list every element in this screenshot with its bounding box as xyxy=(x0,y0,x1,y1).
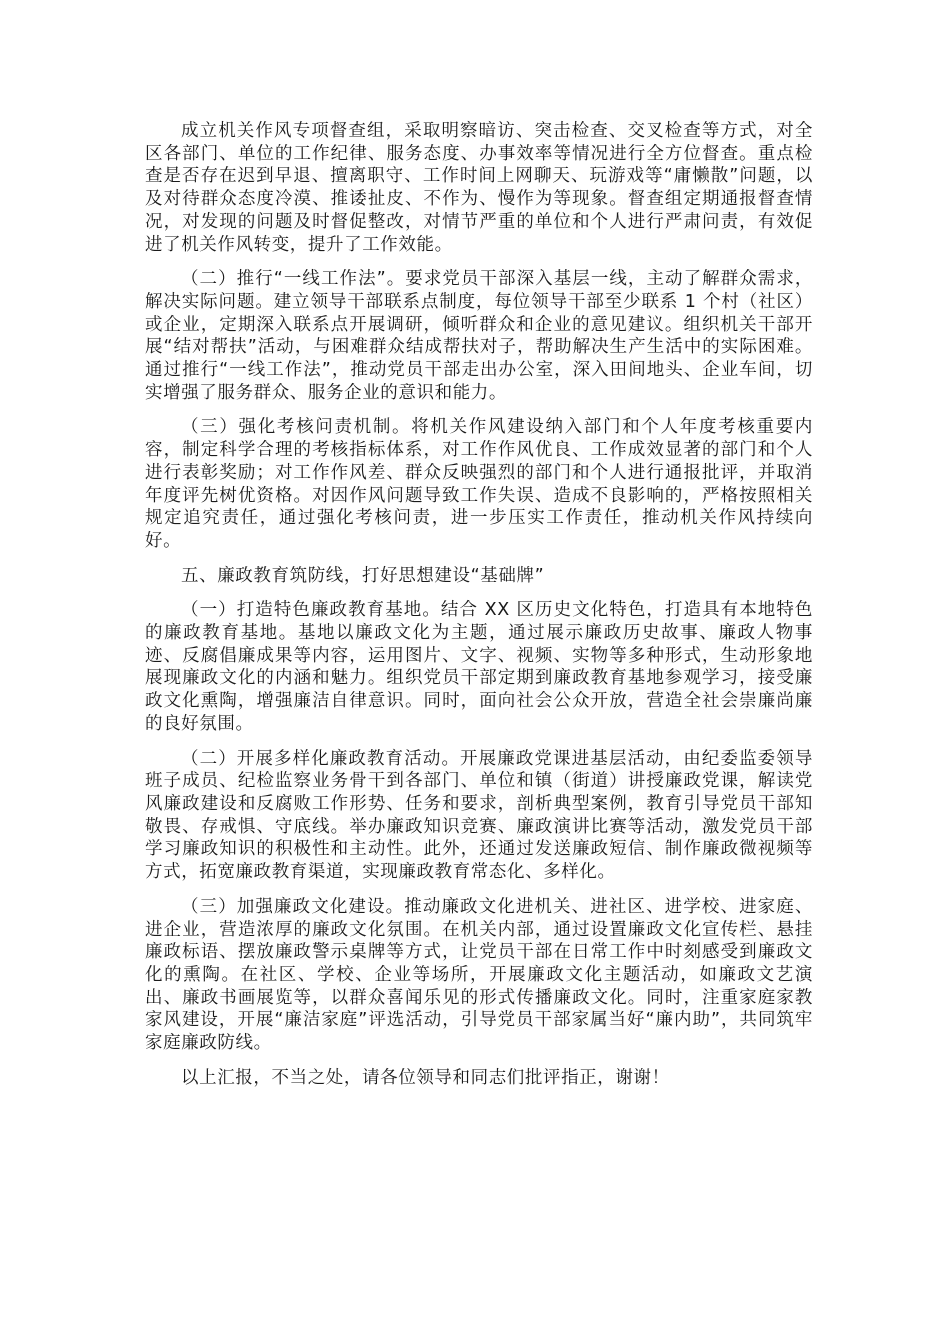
paragraph-integrity-culture: （三）加强廉政文化建设。推动廉政文化进机关、进社区、进学校、进家庭、进企业，营造浓厚的廉政文化氛围。在机关内部，通过设置廉政文化宣传栏、悬挂廉政标语、摆放廉政警示桌牌等方式，让党员干部在日常工作中时刻感受到廉政文化的熏陶。在社区、学校、企业等场所，开展廉政文化主题活动，如廉政文艺演出、廉政书画展览等，以群众喜闻乐见的形式传播廉政文化。同时，注重家庭家教家风建设，开展“廉洁家庭”评选活动，引导党员干部家属当好“廉内助”，共同筑牢家庭廉政防线。 xyxy=(145,896,813,1054)
paragraph-assessment-accountability: （三）强化考核问责机制。将机关作风建设纳入部门和个人年度考核重要内容，制定科学合理的考核指标体系，对工作作风优良、工作成效显著的部门和个人进行表彰奖励；对工作作风差、群众反映强烈的部门和个人进行通报批评，并取消年度评先树优资格。对因作风问题导致工作失误、造成不良影响的，严格按照相关规定追究责任，通过强化考核问责，进一步压实工作责任，推动机关作风持续向好。 xyxy=(145,417,813,551)
paragraph-closing-remarks: 以上汇报，不当之处，请各位领导和同志们批评指正，谢谢！ xyxy=(181,1067,670,1088)
paragraph-education-activities: （二）开展多样化廉政教育活动。开展廉政党课进基层活动，由纪委监委领导班子成员、纪检监察业务骨干到各部门、单位和镇（街道）讲授廉政党课，解读党风廉政建设和反腐败工作形势、任务和要求，剖析典型案例，教育引导党员干部知敬畏、存戒惧、守底线。举办廉政知识竞赛、廉政演讲比赛等活动，激发党员干部学习廉政知识的积极性和主动性。此外，还通过发送廉政短信、制作廉政微视频等方式，拓宽廉政教育渠道，实现廉政教育常态化、多样化。 xyxy=(145,748,813,883)
paragraph-frontline-method: （二）推行“一线工作法”。要求党员干部深入基层一线，主动了解群众需求，解决实际问题。建立领导干部联系点制度，每位领导干部至少联系 1 个村（社区）或企业，定期深入联系点开展调研，倾听群众和企业的意见建议。组织机关干部开展“结对帮扶”活动，与困难群众结成帮扶对子，帮助解决生产生活中的实际困难。通过推行“一线工作法”，推动党员干部走出办公室，深入田间地头、企业车间，切实增强了服务群众、服务企业的意识和能力。 xyxy=(145,269,813,403)
paragraph-inspection-group: 成立机关作风专项督查组，采取明察暗访、突击检查、交叉检查等方式，对全区各部门、单位的工作纪律、服务态度、办事效率等情况进行全方位督查。重点检查是否存在迟到早退、擅离职守、工作时间上网聊天、玩游戏等“庸懒散”问题，以及对待群众态度冷漠、推诿扯皮、不作为、慢作为等现象。督查组定期通报督查情况，对发现的问题及时督促整改，对情节严重的单位和个人进行严肃问责，有效促进了机关作风转变，提升了工作效能。 xyxy=(145,121,813,255)
document-page xyxy=(145,120,813,1101)
paragraph-education-base: （一）打造特色廉政教育基地。结合 XX 区历史文化特色，打造具有本地特色的廉政教育基地。基地以廉政文化为主题，通过展示廉政历史故事、廉政人物事迹、反腐倡廉成果等内容，运用图片、文字、视频、实物等多种形式，生动形象地展现廉政文化的内涵和魅力。组织党员干部定期到廉政教育基地参观学习，接受廉政文化熏陶，增强廉洁自律意识。同时，面向社会公众开放，营造全社会崇廉尚廉的良好氛围。 xyxy=(145,600,813,734)
section-heading-integrity-education: 五、廉政教育筑防线，打好思想建设“基础牌” xyxy=(181,565,545,586)
